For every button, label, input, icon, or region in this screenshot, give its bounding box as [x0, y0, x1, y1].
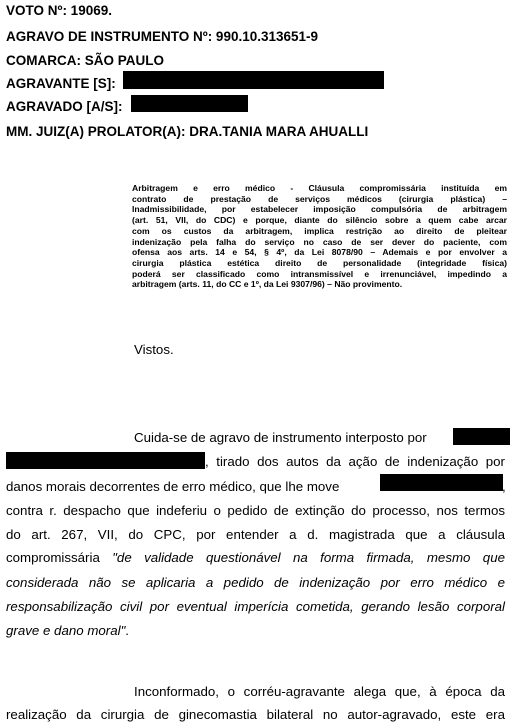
- comarca: COMARCA: SÃO PAULO: [6, 53, 164, 68]
- para1-line: ,: [502, 479, 506, 494]
- agravante-name-redaction: [453, 428, 510, 445]
- para1-line: danos morais decorrentes de erro médico, que lhe move: [6, 479, 340, 494]
- para1-line: responsabilização civil por eventual imperícia cometida, gerando lesão corporal: [6, 599, 505, 614]
- agravante-name-redaction: [6, 452, 205, 469]
- ementa-line: contrato de prestação de serviços médicos (cirurgia plástica) –: [132, 193, 507, 204]
- agravado-redaction: [131, 95, 248, 112]
- juiz-prolator: MM. JUIZ(A) PROLATOR(A): DRA.TANIA MARA AHUALLI: [6, 124, 369, 139]
- ementa-line: ofensa aos arts. 14 e 54, § 4º, da Lei 8078/90 – Ademais e por envolver a: [132, 247, 507, 258]
- para1-line: do art. 267, VII, do CPC, por entender a d. magistrada que a cláusula: [6, 527, 505, 542]
- para1-line: , tirado dos autos da ação de indenização por: [205, 454, 505, 469]
- agravante-label: AGRAVANTE [S]:: [6, 76, 116, 91]
- ementa-line: indenização pela falha do serviço no caso de ser dever do paciente, com: [132, 236, 507, 247]
- ementa-line: cirurgia plástica estética direito de personalidade (integridade física): [132, 257, 507, 268]
- voto-number: VOTO Nº: 19069.: [6, 3, 112, 18]
- agravado-name-redaction: [380, 474, 503, 491]
- para1-line: contra r. despacho que indeferiu o pedido de extinção do processo, nos termos: [6, 503, 505, 518]
- agravado-label: AGRAVADO [A/S]:: [6, 99, 123, 114]
- para2-line: realização da cirurgia de ginecomastia bilateral no autor-agravado, este era: [6, 707, 505, 722]
- para1-line: compromissária "de validade questionável na forma firmada, mesmo que: [6, 550, 505, 565]
- vistos: Vistos.: [134, 342, 174, 357]
- para1-line: Cuida-se de agravo de instrumento interposto por: [134, 430, 427, 445]
- agravante-redaction: [123, 71, 384, 89]
- ementa-line: com os custos da arbitragem, implica restrição ao direito de pleitear: [132, 225, 507, 236]
- ementa-line: arbitragem (arts. 11, do CC e 1º, da Lei 9307/96) – Não provimento.: [132, 279, 403, 290]
- agravo-number: AGRAVO DE INSTRUMENTO Nº: 990.10.313651-9: [6, 29, 319, 44]
- para1-line: considerada não se aplicaria a pedido de indenização por erro médico e: [6, 575, 505, 590]
- ementa-block: [132, 183, 507, 290]
- ementa-line: (art. 51, VII, do CDC) e porque, diante do silêncio sobre a quem cabe arcar: [132, 215, 507, 226]
- ementa-line: Inadmissibilidade, por estabelecer imposição compulsória de arbitragem: [132, 204, 507, 215]
- para2-line: Inconformado, o corréu-agravante alega que, à época da: [134, 684, 505, 699]
- ementa-line: poderá ser classificado como intransmissível e irrenunciável, impedindo a: [132, 268, 507, 279]
- ementa-line: Arbitragem e erro médico - Cláusula compromissária instituída em: [132, 183, 507, 193]
- para1-line: grave e dano moral".: [6, 623, 129, 638]
